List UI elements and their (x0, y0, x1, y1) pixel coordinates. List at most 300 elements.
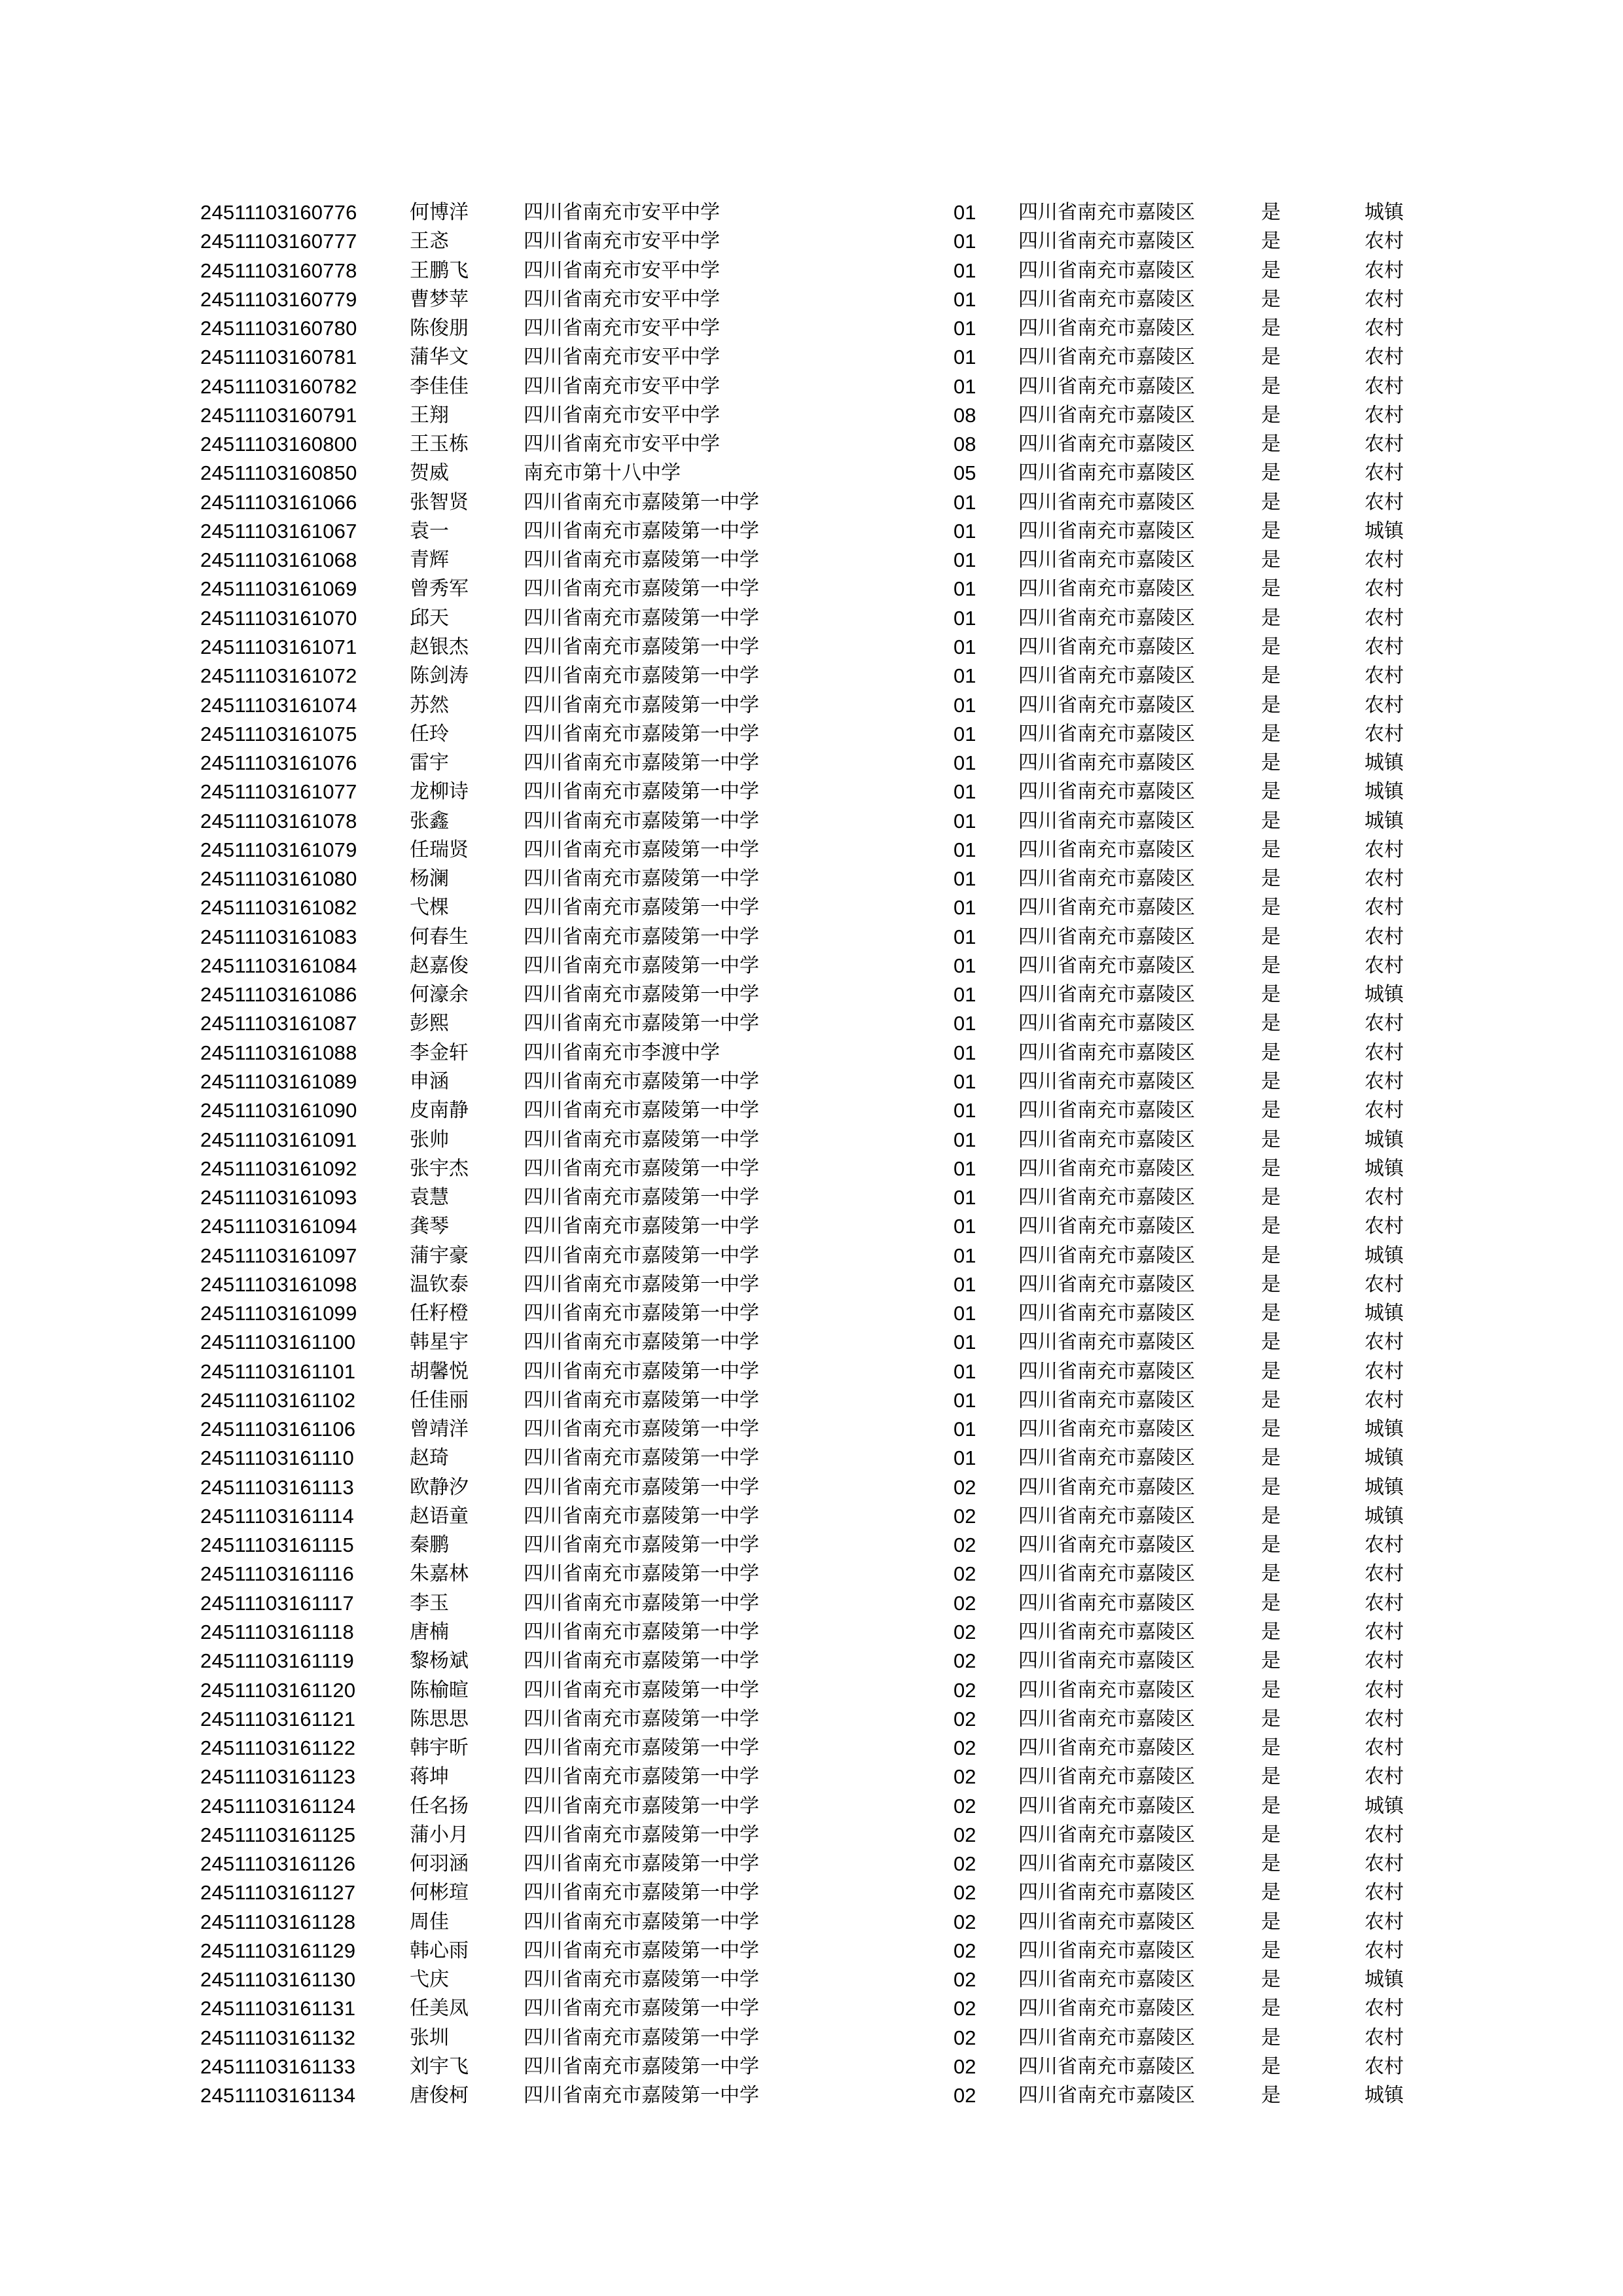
candidate-id: 24511103161130 (200, 1968, 356, 1992)
eligibility-flag: 是 (1261, 838, 1281, 861)
student-name: 任瑞贤 (410, 838, 469, 861)
candidate-id: 24511103161089 (200, 1069, 357, 1093)
school-name: 四川省南充市嘉陵第一中学 (524, 1997, 759, 2020)
category-code: 02 (954, 1852, 976, 1876)
residence-type: 农村 (1364, 1910, 1404, 1933)
category-code: 01 (954, 809, 976, 833)
region: 四川省南充市嘉陵区 (1018, 606, 1195, 630)
school-name: 四川省南充市安平中学 (524, 374, 720, 398)
school-name: 四川省南充市嘉陵第一中学 (524, 2055, 759, 2078)
student-name: 青辉 (410, 548, 449, 572)
residence-type: 农村 (1364, 2026, 1404, 2049)
table-row (0, 575, 1623, 603)
student-name: 陈剑涛 (410, 664, 469, 688)
residence-type: 农村 (1364, 1215, 1404, 1238)
region: 四川省南充市嘉陵区 (1018, 1591, 1195, 1615)
candidate-id: 24511103161080 (200, 867, 357, 891)
eligibility-flag: 是 (1261, 1591, 1281, 1615)
table-row (0, 2024, 1623, 2053)
region: 四川省南充市嘉陵区 (1018, 374, 1195, 398)
eligibility-flag: 是 (1261, 1562, 1281, 1586)
residence-type: 农村 (1364, 403, 1404, 427)
school-name: 四川省南充市嘉陵第一中学 (524, 1794, 759, 1818)
table-row (0, 343, 1623, 372)
category-code: 05 (954, 461, 976, 485)
residence-type: 城镇 (1364, 1244, 1404, 1267)
category-code: 01 (954, 896, 976, 920)
region: 四川省南充市嘉陵区 (1018, 1244, 1195, 1267)
table-row (0, 952, 1623, 980)
school-name: 四川省南充市嘉陵第一中学 (524, 1621, 759, 1644)
table-row (0, 633, 1623, 662)
school-name: 四川省南充市嘉陵第一中学 (524, 1852, 759, 1876)
student-name: 袁慧 (410, 1186, 449, 1210)
student-name: 蒲小月 (410, 1823, 469, 1846)
school-name: 四川省南充市嘉陵第一中学 (524, 1678, 759, 1702)
residence-type: 农村 (1364, 259, 1404, 282)
candidate-id: 24511103161094 (200, 1215, 357, 1238)
eligibility-flag: 是 (1261, 635, 1281, 658)
region: 四川省南充市嘉陵区 (1018, 1475, 1195, 1499)
school-name: 四川省南充市嘉陵第一中学 (524, 1446, 759, 1470)
school-name: 四川省南充市嘉陵第一中学 (524, 577, 759, 601)
residence-type: 农村 (1364, 1997, 1404, 2020)
residence-type: 城镇 (1364, 1157, 1404, 1180)
table-row (0, 778, 1623, 806)
table-row (0, 1792, 1623, 1821)
region: 四川省南充市嘉陵区 (1018, 1707, 1195, 1731)
category-code: 01 (954, 722, 976, 745)
region: 四川省南充市嘉陵区 (1018, 1215, 1195, 1238)
table-row (0, 1155, 1623, 1183)
student-name: 李玉 (410, 1591, 449, 1615)
table-row (0, 517, 1623, 546)
category-code: 02 (954, 1939, 976, 1962)
residence-type: 农村 (1364, 1591, 1404, 1615)
residence-type: 城镇 (1364, 201, 1404, 224)
residence-type: 农村 (1364, 606, 1404, 630)
category-code: 01 (954, 1418, 976, 1441)
table-row (0, 865, 1623, 893)
residence-type: 城镇 (1364, 809, 1404, 833)
table-row (0, 1270, 1623, 1299)
residence-type: 城镇 (1364, 983, 1404, 1007)
student-name: 皮南静 (410, 1099, 469, 1122)
residence-type: 城镇 (1364, 1418, 1404, 1441)
category-code: 02 (954, 1707, 976, 1731)
eligibility-flag: 是 (1261, 374, 1281, 398)
region: 四川省南充市嘉陵区 (1018, 1302, 1195, 1325)
category-code: 01 (954, 1302, 976, 1325)
category-code: 01 (954, 1331, 976, 1354)
eligibility-flag: 是 (1261, 1215, 1281, 1238)
eligibility-flag: 是 (1261, 1968, 1281, 1992)
candidate-id: 24511103161122 (200, 1736, 356, 1760)
region: 四川省南充市嘉陵区 (1018, 925, 1195, 948)
school-name: 四川省南充市嘉陵第一中学 (524, 548, 759, 572)
table-row (0, 546, 1623, 575)
category-code: 01 (954, 635, 976, 658)
table-row (0, 1705, 1623, 1734)
candidate-id: 24511103161117 (200, 1591, 354, 1615)
candidate-id: 24511103161088 (200, 1041, 357, 1064)
school-name: 四川省南充市嘉陵第一中学 (524, 1649, 759, 1673)
eligibility-flag: 是 (1261, 1157, 1281, 1180)
candidate-id: 24511103161082 (200, 896, 357, 920)
candidate-id: 24511103161100 (200, 1331, 356, 1354)
student-name: 唐楠 (410, 1621, 449, 1644)
school-name: 四川省南充市嘉陵第一中学 (524, 635, 759, 658)
region: 四川省南充市嘉陵区 (1018, 259, 1195, 282)
region: 四川省南充市嘉陵区 (1018, 1910, 1195, 1933)
category-code: 01 (954, 606, 976, 630)
category-code: 02 (954, 1765, 976, 1789)
student-name: 赵嘉俊 (410, 954, 469, 977)
region: 四川省南充市嘉陵区 (1018, 548, 1195, 572)
school-name: 四川省南充市嘉陵第一中学 (524, 1331, 759, 1354)
eligibility-flag: 是 (1261, 1765, 1281, 1789)
eligibility-flag: 是 (1261, 1678, 1281, 1702)
candidate-id: 24511103161125 (200, 1823, 356, 1846)
residence-type: 农村 (1364, 1621, 1404, 1644)
residence-type: 农村 (1364, 925, 1404, 948)
eligibility-flag: 是 (1261, 896, 1281, 920)
table-row (0, 836, 1623, 865)
school-name: 南充市第十八中学 (524, 461, 681, 485)
eligibility-flag: 是 (1261, 1099, 1281, 1122)
residence-type: 城镇 (1364, 1475, 1404, 1499)
school-name: 四川省南充市嘉陵第一中学 (524, 693, 759, 717)
candidate-id: 24511103161075 (200, 722, 357, 745)
region: 四川省南充市嘉陵区 (1018, 1069, 1195, 1093)
school-name: 四川省南充市嘉陵第一中学 (524, 1215, 759, 1238)
school-name: 四川省南充市李渡中学 (524, 1041, 720, 1064)
student-name: 王鹏飞 (410, 259, 469, 282)
student-name: 任籽橙 (410, 1302, 469, 1325)
region: 四川省南充市嘉陵区 (1018, 2084, 1195, 2108)
category-code: 02 (954, 1591, 976, 1615)
residence-type: 农村 (1364, 1012, 1404, 1035)
table-row (0, 691, 1623, 720)
category-code: 08 (954, 433, 976, 456)
candidate-id: 24511103161123 (200, 1765, 356, 1789)
eligibility-flag: 是 (1261, 722, 1281, 745)
eligibility-flag: 是 (1261, 461, 1281, 485)
table-row (0, 1212, 1623, 1241)
student-name: 周佳 (410, 1910, 449, 1933)
candidate-id: 24511103161092 (200, 1157, 357, 1180)
student-name: 弋棵 (410, 896, 449, 920)
candidate-id: 24511103161113 (200, 1475, 354, 1499)
student-name: 赵银杰 (410, 635, 469, 658)
category-code: 08 (954, 403, 976, 427)
residence-type: 农村 (1364, 461, 1404, 485)
table-row (0, 1647, 1623, 1676)
student-name: 朱嘉林 (410, 1562, 469, 1586)
eligibility-flag: 是 (1261, 317, 1281, 340)
school-name: 四川省南充市嘉陵第一中学 (524, 1591, 759, 1615)
candidate-id: 24511103160791 (200, 403, 357, 427)
residence-type: 农村 (1364, 1186, 1404, 1210)
table-row (0, 257, 1623, 285)
student-name: 申涵 (410, 1069, 449, 1093)
category-code: 02 (954, 1678, 976, 1702)
category-code: 01 (954, 374, 976, 398)
region: 四川省南充市嘉陵区 (1018, 1388, 1195, 1412)
eligibility-flag: 是 (1261, 2084, 1281, 2108)
residence-type: 农村 (1364, 896, 1404, 920)
candidate-id: 24511103161069 (200, 577, 357, 601)
candidate-id: 24511103161115 (200, 1534, 354, 1557)
school-name: 四川省南充市安平中学 (524, 403, 720, 427)
eligibility-flag: 是 (1261, 751, 1281, 775)
candidate-id: 24511103161129 (200, 1939, 356, 1962)
student-name: 刘宇飞 (410, 2055, 469, 2078)
student-name: 袁一 (410, 519, 449, 543)
candidate-id: 24511103161131 (200, 1997, 356, 2020)
residence-type: 城镇 (1364, 780, 1404, 804)
candidate-id: 24511103161121 (200, 1707, 356, 1731)
candidate-id: 24511103160850 (200, 461, 357, 485)
residence-type: 城镇 (1364, 1794, 1404, 1818)
candidate-id: 24511103161086 (200, 983, 357, 1007)
category-code: 01 (954, 867, 976, 891)
residence-type: 农村 (1364, 317, 1404, 340)
student-name: 韩宇昕 (410, 1736, 469, 1760)
residence-type: 城镇 (1364, 1128, 1404, 1151)
school-name: 四川省南充市嘉陵第一中学 (524, 1359, 759, 1383)
candidate-id: 24511103161101 (200, 1359, 356, 1383)
region: 四川省南充市嘉陵区 (1018, 954, 1195, 977)
eligibility-flag: 是 (1261, 1707, 1281, 1731)
eligibility-flag: 是 (1261, 1331, 1281, 1354)
category-code: 01 (954, 519, 976, 543)
category-code: 01 (954, 1215, 976, 1238)
eligibility-flag: 是 (1261, 664, 1281, 688)
candidate-id: 24511103161093 (200, 1186, 357, 1210)
category-code: 02 (954, 1823, 976, 1846)
region: 四川省南充市嘉陵区 (1018, 403, 1195, 427)
candidate-id: 24511103161087 (200, 1012, 357, 1035)
table-row (0, 488, 1623, 517)
eligibility-flag: 是 (1261, 1475, 1281, 1499)
table-row (0, 1126, 1623, 1155)
eligibility-flag: 是 (1261, 403, 1281, 427)
table-row (0, 893, 1623, 922)
candidate-id: 24511103161110 (200, 1446, 354, 1470)
school-name: 四川省南充市安平中学 (524, 317, 720, 340)
category-code: 01 (954, 983, 976, 1007)
school-name: 四川省南充市嘉陵第一中学 (524, 1302, 759, 1325)
school-name: 四川省南充市嘉陵第一中学 (524, 1562, 759, 1586)
school-name: 四川省南充市嘉陵第一中学 (524, 722, 759, 745)
school-name: 四川省南充市嘉陵第一中学 (524, 1069, 759, 1093)
eligibility-flag: 是 (1261, 1041, 1281, 1064)
residence-type: 城镇 (1364, 1302, 1404, 1325)
category-code: 01 (954, 230, 976, 253)
student-name: 曹梦苹 (410, 287, 469, 311)
school-name: 四川省南充市嘉陵第一中学 (524, 1910, 759, 1933)
eligibility-flag: 是 (1261, 1244, 1281, 1267)
category-code: 01 (954, 954, 976, 977)
region: 四川省南充市嘉陵区 (1018, 1621, 1195, 1644)
candidate-id: 24511103161114 (200, 1504, 354, 1528)
eligibility-flag: 是 (1261, 1939, 1281, 1962)
eligibility-flag: 是 (1261, 1012, 1281, 1035)
region: 四川省南充市嘉陵区 (1018, 1099, 1195, 1122)
candidate-id: 24511103160780 (200, 317, 357, 340)
table-row (0, 662, 1623, 691)
category-code: 02 (954, 1534, 976, 1557)
candidate-id: 24511103161099 (200, 1302, 357, 1325)
table-row (0, 749, 1623, 778)
table-row (0, 430, 1623, 459)
school-name: 四川省南充市嘉陵第一中学 (524, 1881, 759, 1905)
eligibility-flag: 是 (1261, 693, 1281, 717)
table-row (0, 1937, 1623, 1965)
candidate-id: 24511103160779 (200, 287, 357, 311)
region: 四川省南充市嘉陵区 (1018, 201, 1195, 224)
region: 四川省南充市嘉陵区 (1018, 635, 1195, 658)
table-row (0, 1444, 1623, 1473)
category-code: 01 (954, 1446, 976, 1470)
region: 四川省南充市嘉陵区 (1018, 577, 1195, 601)
category-code: 02 (954, 1881, 976, 1905)
eligibility-flag: 是 (1261, 1794, 1281, 1818)
eligibility-flag: 是 (1261, 1621, 1281, 1644)
residence-type: 农村 (1364, 346, 1404, 369)
region: 四川省南充市嘉陵区 (1018, 1534, 1195, 1557)
student-name: 张圳 (410, 2026, 449, 2049)
residence-type: 农村 (1364, 867, 1404, 891)
student-name: 何羽涵 (410, 1852, 469, 1876)
candidate-id: 24511103161076 (200, 751, 357, 775)
candidate-id: 24511103161119 (200, 1649, 354, 1673)
residence-type: 农村 (1364, 1041, 1404, 1064)
table-row (0, 314, 1623, 343)
student-name: 龙柳诗 (410, 780, 469, 804)
residence-type: 农村 (1364, 374, 1404, 398)
residence-type: 农村 (1364, 693, 1404, 717)
candidate-id: 24511103160782 (200, 374, 357, 398)
student-name: 曾秀军 (410, 577, 469, 601)
residence-type: 农村 (1364, 1765, 1404, 1789)
eligibility-flag: 是 (1261, 1272, 1281, 1296)
school-name: 四川省南充市嘉陵第一中学 (524, 1939, 759, 1962)
residence-type: 农村 (1364, 722, 1404, 745)
candidate-id: 24511103161124 (200, 1794, 356, 1818)
region: 四川省南充市嘉陵区 (1018, 519, 1195, 543)
residence-type: 农村 (1364, 664, 1404, 688)
candidate-id: 24511103161097 (200, 1244, 357, 1267)
table-row (0, 1096, 1623, 1125)
school-name: 四川省南充市嘉陵第一中学 (524, 664, 759, 688)
eligibility-flag: 是 (1261, 490, 1281, 514)
region: 四川省南充市嘉陵区 (1018, 1765, 1195, 1789)
student-name: 龚琴 (410, 1215, 449, 1238)
candidate-id: 24511103161074 (200, 693, 357, 717)
region: 四川省南充市嘉陵区 (1018, 1418, 1195, 1441)
region: 四川省南充市嘉陵区 (1018, 1504, 1195, 1528)
table-row (0, 923, 1623, 952)
school-name: 四川省南充市嘉陵第一中学 (524, 1099, 759, 1122)
region: 四川省南充市嘉陵区 (1018, 1446, 1195, 1470)
table-row (0, 1676, 1623, 1705)
student-name: 何博洋 (410, 201, 469, 224)
school-name: 四川省南充市嘉陵第一中学 (524, 1418, 759, 1441)
candidate-id: 24511103161128 (200, 1910, 356, 1933)
table-row (0, 1763, 1623, 1791)
category-code: 01 (954, 1069, 976, 1093)
candidate-id: 24511103160781 (200, 346, 357, 369)
eligibility-flag: 是 (1261, 780, 1281, 804)
eligibility-flag: 是 (1261, 519, 1281, 543)
student-name: 欧静汐 (410, 1475, 469, 1499)
residence-type: 农村 (1364, 548, 1404, 572)
student-name: 张帅 (410, 1128, 449, 1151)
eligibility-flag: 是 (1261, 1997, 1281, 2020)
candidate-id: 24511103161133 (200, 2055, 356, 2078)
category-code: 02 (954, 1562, 976, 1586)
table-row (0, 1850, 1623, 1878)
region: 四川省南充市嘉陵区 (1018, 867, 1195, 891)
region: 四川省南充市嘉陵区 (1018, 317, 1195, 340)
table-row (0, 1618, 1623, 1647)
region: 四川省南充市嘉陵区 (1018, 693, 1195, 717)
table-row (0, 1821, 1623, 1850)
region: 四川省南充市嘉陵区 (1018, 1359, 1195, 1383)
eligibility-flag: 是 (1261, 1186, 1281, 1210)
student-name: 陈思思 (410, 1707, 469, 1731)
category-code: 01 (954, 1272, 976, 1296)
school-name: 四川省南充市嘉陵第一中学 (524, 1388, 759, 1412)
eligibility-flag: 是 (1261, 1302, 1281, 1325)
eligibility-flag: 是 (1261, 1649, 1281, 1673)
candidate-id: 24511103161083 (200, 925, 357, 948)
student-name: 胡馨悦 (410, 1359, 469, 1383)
table-row (0, 1965, 1623, 1994)
candidate-id: 24511103160777 (200, 230, 357, 253)
school-name: 四川省南充市嘉陵第一中学 (524, 1475, 759, 1499)
school-name: 四川省南充市嘉陵第一中学 (524, 1272, 759, 1296)
table-row (0, 1299, 1623, 1328)
residence-type: 农村 (1364, 1939, 1404, 1962)
school-name: 四川省南充市嘉陵第一中学 (524, 1504, 759, 1528)
student-name: 邱天 (410, 606, 449, 630)
category-code: 01 (954, 1359, 976, 1383)
eligibility-flag: 是 (1261, 983, 1281, 1007)
category-code: 02 (954, 1794, 976, 1818)
category-code: 01 (954, 838, 976, 861)
table-row (0, 1242, 1623, 1270)
candidate-id: 24511103161084 (200, 954, 357, 977)
school-name: 四川省南充市嘉陵第一中学 (524, 1012, 759, 1035)
category-code: 01 (954, 1012, 976, 1035)
candidate-id: 24511103161079 (200, 838, 357, 861)
region: 四川省南充市嘉陵区 (1018, 1272, 1195, 1296)
candidate-id: 24511103161070 (200, 606, 357, 630)
table-row (0, 372, 1623, 401)
student-name: 蒋坤 (410, 1765, 449, 1789)
category-code: 02 (954, 1910, 976, 1933)
category-code: 01 (954, 1128, 976, 1151)
eligibility-flag: 是 (1261, 1910, 1281, 1933)
student-name: 贺威 (410, 461, 449, 485)
eligibility-flag: 是 (1261, 1504, 1281, 1528)
residence-type: 城镇 (1364, 1446, 1404, 1470)
student-name: 秦鹏 (410, 1534, 449, 1557)
student-name: 何春生 (410, 925, 469, 948)
